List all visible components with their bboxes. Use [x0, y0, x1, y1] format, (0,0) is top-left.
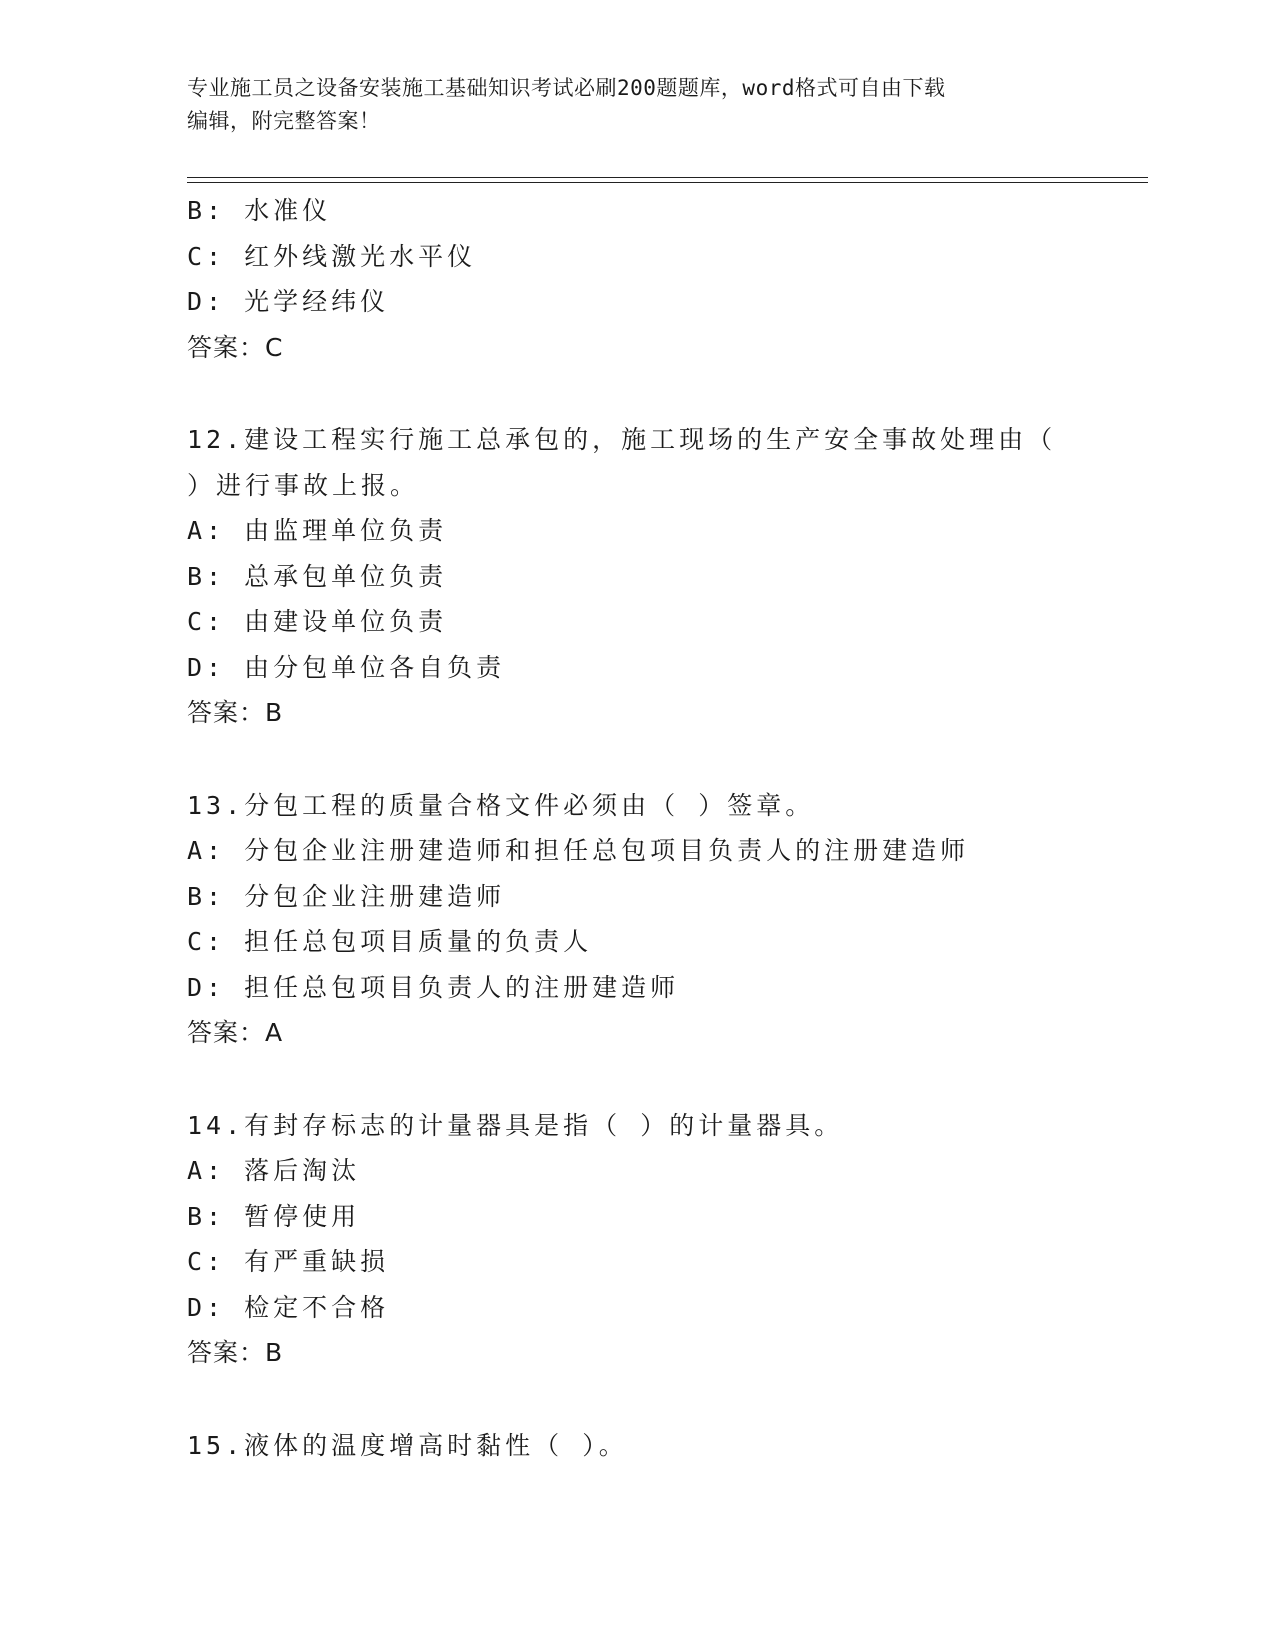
question-stem: 14.有封存标志的计量器具是指（ ）的计量器具。	[187, 1110, 844, 1140]
header-title-line-2: 编辑，附完整答案！	[187, 109, 381, 133]
question-stem-continued: ）进行事故上报。	[187, 470, 420, 500]
option-d: D: 检定不合格	[187, 1292, 390, 1322]
document-header	[187, 72, 1087, 138]
option-b: B: 水准仪	[187, 196, 332, 225]
option-c: C: 红外线激光水平仪	[187, 241, 477, 271]
option-d: D: 由分包单位各自负责	[187, 652, 506, 682]
option-b: B: 总承包单位负责	[187, 561, 448, 591]
answer-line: 答案：B	[187, 1338, 284, 1367]
question-12	[187, 417, 1127, 736]
option-c: C: 有严重缺损	[187, 1247, 390, 1276]
answer-line: 答案：B	[187, 698, 284, 727]
option-a: A: 落后淘汰	[187, 1156, 361, 1185]
question-14	[187, 1103, 1127, 1376]
option-c: C: 担任总包项目质量的负责人	[187, 927, 593, 956]
question-11-continued	[187, 188, 1127, 370]
question-stem: 15.液体的温度增高时黏性（ ）。	[187, 1430, 628, 1460]
option-d: D: 担任总包项目负责人的注册建造师	[187, 972, 680, 1002]
header-divider-top	[187, 177, 1148, 178]
option-a: A: 分包企业注册建造师和担任总包项目负责人的注册建造师	[187, 836, 970, 865]
option-c: C: 由建设单位负责	[187, 607, 448, 636]
question-15	[187, 1423, 1127, 1469]
option-a: A: 由监理单位负责	[187, 516, 448, 545]
question-13	[187, 783, 1127, 1056]
question-gap	[187, 1056, 1127, 1103]
option-b: B: 分包企业注册建造师	[187, 881, 506, 911]
question-list	[187, 188, 1127, 1468]
question-gap	[187, 370, 1127, 417]
header-title-line-1: 专业施工员之设备安装施工基础知识考试必刷200题题库，word格式可自由下载	[187, 76, 946, 100]
option-b: B: 暂停使用	[187, 1201, 361, 1231]
question-gap	[187, 736, 1127, 783]
option-d: D: 光学经纬仪	[187, 287, 390, 316]
question-stem: 12.建设工程实行施工总承包的，施工现场的生产安全事故处理由（	[187, 425, 1057, 454]
question-gap	[187, 1376, 1127, 1423]
answer-line: 答案：A	[187, 1018, 284, 1047]
header-divider-bottom	[187, 182, 1148, 183]
question-stem: 13.分包工程的质量合格文件必须由（ ）签章。	[187, 790, 815, 820]
answer-line: 答案：C	[187, 332, 284, 362]
